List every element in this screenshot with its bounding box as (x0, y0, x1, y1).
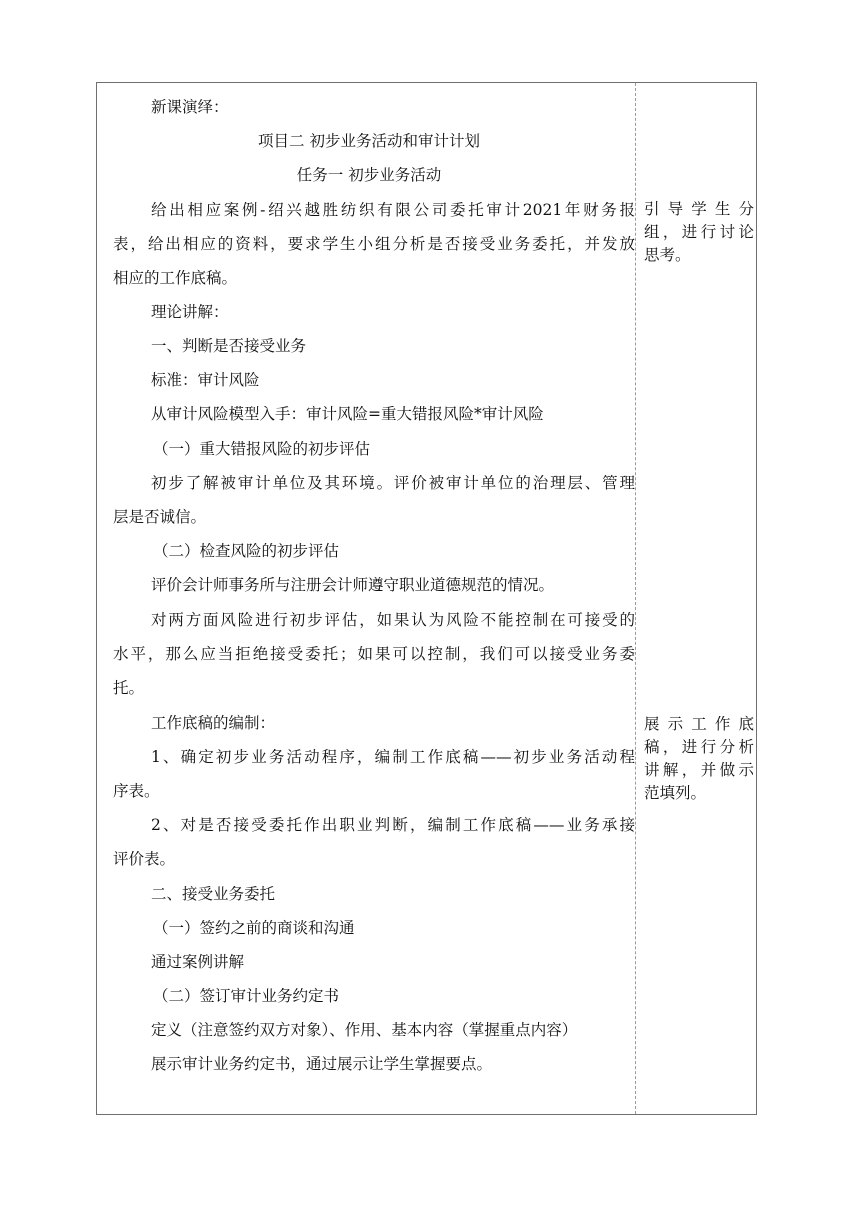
standard-line: 标准：审计风险 (151, 371, 260, 389)
paragraph-line: 通过案例讲解 (151, 953, 245, 971)
theory-heading: 理论讲解： (151, 303, 229, 321)
case-text-line: 相应的工作底稿。 (113, 269, 238, 287)
paragraph-line: 评价会计师事务所与注册会计师遵守职业道德规范的情况。 (151, 576, 555, 594)
section-heading-2: 二、接受业务委托 (151, 885, 276, 903)
paragraph-line: 水平，那么应当拒绝接受委托；如果可以控制，我们可以接受业务委 (113, 645, 635, 663)
note-line: 范填列。 (644, 784, 707, 802)
paragraph-line: 定义（注意签约双方对象）、作用、基本内容（掌握重点内容） (151, 1021, 578, 1039)
subsection-heading: （一）重大错报风险的初步评估 (153, 440, 371, 458)
subsection-heading: （二）签订审计业务约定书 (153, 987, 340, 1005)
workpaper-heading: 工作底稿的编制： (151, 714, 276, 732)
subsection-heading: （二）检查风险的初步评估 (153, 542, 340, 560)
intro-label: 新课演绎： (151, 98, 229, 116)
teaching-method-note-1 (644, 198, 754, 267)
note-line: 思考。 (644, 246, 691, 264)
note-line: 组，进行讨论 (644, 223, 754, 241)
paragraph-line: 托。 (113, 679, 145, 697)
risk-model-line: 从审计风险模型入手：审计风险=重大错报风险*审计风险 (151, 405, 544, 423)
paragraph-line: 序表。 (113, 782, 160, 800)
note-line: 展示工作底 (644, 715, 754, 733)
column-divider (635, 83, 636, 1114)
task-title: 任务一 初步业务活动 (296, 166, 442, 184)
subsection-heading: （一）签约之前的商谈和沟通 (153, 919, 355, 937)
case-text-line: 给出相应案例-绍兴越胜纺织有限公司委托审计2021年财务报 (151, 201, 635, 219)
paragraph-line: 2、对是否接受委托作出职业判断，编制工作底稿——业务承接 (151, 816, 635, 834)
teaching-method-note-2 (644, 713, 754, 805)
section-heading-1: 一、判断是否接受业务 (151, 337, 307, 355)
project-title: 项目二 初步业务活动和审计计划 (258, 132, 480, 150)
note-line: 讲解，并做示 (644, 761, 754, 779)
note-line: 稿，进行分析 (644, 738, 754, 756)
lesson-table (96, 82, 757, 1115)
paragraph-line: 1、确定初步业务活动程序，编制工作底稿——初步业务活动程 (151, 748, 635, 766)
paragraph-line: 评价表。 (113, 850, 176, 868)
paragraph-line: 初步了解被审计单位及其环境。评价被审计单位的治理层、管理 (151, 474, 635, 492)
paragraph-line: 对两方面风险进行初步评估，如果认为风险不能控制在可接受的 (151, 611, 635, 629)
case-text-line: 表，给出相应的资料，要求学生小组分析是否接受业务委托，并发放 (113, 235, 635, 253)
paragraph-line: 层是否诚信。 (113, 508, 207, 526)
paragraph-line: 展示审计业务约定书，通过展示让学生掌握要点。 (151, 1055, 493, 1073)
note-line: 引导学生分 (644, 200, 754, 218)
